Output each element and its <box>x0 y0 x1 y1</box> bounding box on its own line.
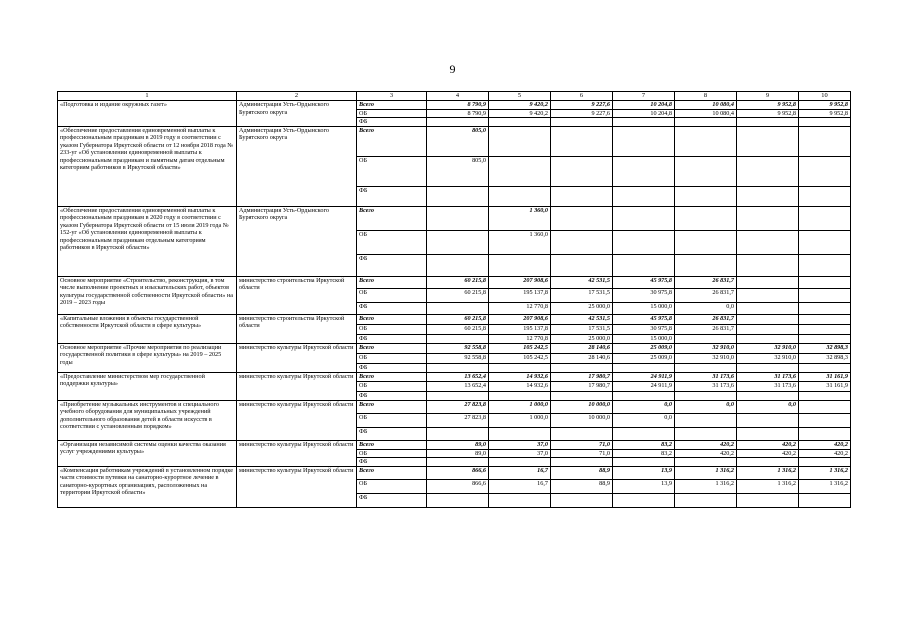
amount-cell: 30 975,8 <box>613 288 675 302</box>
amount-cell <box>551 458 613 467</box>
amount-cell <box>427 458 489 467</box>
amount-cell <box>737 156 799 186</box>
amount-cell <box>427 334 489 343</box>
amount-cell: 10 204,8 <box>613 101 675 110</box>
amount-cell: 31 173,6 <box>737 372 799 381</box>
table-row <box>58 276 851 288</box>
amount-cell <box>675 363 737 372</box>
funding-source-cell: ОБ <box>357 381 427 391</box>
amount-cell: 1 316,2 <box>799 479 851 493</box>
amount-cell: 16,7 <box>489 466 551 479</box>
amount-cell: 9 420,2 <box>489 109 551 118</box>
amount-cell <box>799 254 851 276</box>
amount-cell <box>737 493 799 507</box>
budget-table <box>57 91 851 508</box>
amount-cell: 866,6 <box>427 466 489 479</box>
amount-cell: 1 360,0 <box>489 206 551 230</box>
amount-cell <box>737 230 799 254</box>
executor-cell: Администрация Усть-Ордынского Бурятского округа <box>237 101 357 127</box>
amount-cell: 31 173,6 <box>675 372 737 381</box>
amount-cell <box>675 458 737 467</box>
amount-cell <box>613 458 675 467</box>
amount-cell: 15 000,0 <box>613 302 675 314</box>
amount-cell <box>489 186 551 206</box>
amount-cell: 60 215,8 <box>427 324 489 334</box>
amount-cell: 25 009,0 <box>613 343 675 353</box>
amount-cell <box>489 458 551 467</box>
amount-cell: 88,9 <box>551 466 613 479</box>
table-header-row <box>58 92 851 101</box>
amount-cell <box>737 302 799 314</box>
amount-cell: 1 316,2 <box>737 479 799 493</box>
amount-cell: 26 831,7 <box>675 288 737 302</box>
amount-cell: 10 204,8 <box>613 109 675 118</box>
funding-source-cell: ФБ <box>357 302 427 314</box>
amount-cell: 10 000,0 <box>551 400 613 413</box>
amount-cell <box>675 334 737 343</box>
amount-cell: 805,0 <box>427 126 489 156</box>
amount-cell <box>489 254 551 276</box>
amount-cell: 9 952,8 <box>737 101 799 110</box>
table-row <box>58 343 851 353</box>
amount-cell: 24 911,9 <box>613 381 675 391</box>
amount-cell <box>675 254 737 276</box>
amount-cell: 71,0 <box>551 440 613 449</box>
column-header: 5 <box>489 92 551 101</box>
funding-source-cell: ФБ <box>357 186 427 206</box>
column-header: 10 <box>799 92 851 101</box>
executor-cell: министерство культуры Иркутской области <box>237 440 357 466</box>
amount-cell <box>427 391 489 400</box>
amount-cell: 32 898,3 <box>799 343 851 353</box>
amount-cell: 9 227,6 <box>551 101 613 110</box>
amount-cell: 207 908,6 <box>489 276 551 288</box>
executor-cell: министерство строительства Иркутской области <box>237 314 357 343</box>
executor-cell: Администрация Усть-Ордынского Бурятского округа <box>237 126 357 206</box>
amount-cell: 71,0 <box>551 449 613 458</box>
amount-cell <box>799 276 851 288</box>
amount-cell: 9 952,8 <box>799 109 851 118</box>
amount-cell <box>737 206 799 230</box>
funding-source-cell: Всего <box>357 372 427 381</box>
amount-cell: 207 908,6 <box>489 314 551 324</box>
amount-cell: 8 790,9 <box>427 101 489 110</box>
executor-cell: министерство культуры Иркутской области <box>237 466 357 507</box>
amount-cell <box>613 118 675 127</box>
executor-cell: министерство культуры Иркутской области <box>237 400 357 440</box>
amount-cell: 32 910,0 <box>675 353 737 363</box>
amount-cell <box>427 118 489 127</box>
amount-cell <box>427 427 489 440</box>
amount-cell <box>737 458 799 467</box>
amount-cell: 105 242,5 <box>489 353 551 363</box>
amount-cell <box>427 254 489 276</box>
amount-cell: 89,0 <box>427 449 489 458</box>
amount-cell <box>675 118 737 127</box>
measure-name-cell: «Подготовка и издание окружных газет» <box>58 101 237 127</box>
table-row <box>58 466 851 479</box>
amount-cell <box>737 324 799 334</box>
amount-cell: 25 009,0 <box>613 353 675 363</box>
amount-cell <box>799 324 851 334</box>
amount-cell <box>737 334 799 343</box>
amount-cell <box>489 391 551 400</box>
amount-cell: 32 910,0 <box>675 343 737 353</box>
amount-cell <box>799 206 851 230</box>
amount-cell <box>675 206 737 230</box>
amount-cell: 83,2 <box>613 449 675 458</box>
amount-cell: 420,2 <box>799 440 851 449</box>
amount-cell <box>799 391 851 400</box>
amount-cell: 14 932,6 <box>489 372 551 381</box>
amount-cell: 8 790,9 <box>427 109 489 118</box>
amount-cell <box>427 206 489 230</box>
amount-cell: 89,0 <box>427 440 489 449</box>
executor-cell: Администрация Усть-Ордынского Бурятского округа <box>237 206 357 276</box>
amount-cell: 1 316,2 <box>675 479 737 493</box>
amount-cell <box>427 363 489 372</box>
amount-cell: 1 316,2 <box>675 466 737 479</box>
amount-cell: 12 770,8 <box>489 302 551 314</box>
amount-cell <box>675 391 737 400</box>
amount-cell: 195 137,8 <box>489 288 551 302</box>
amount-cell: 25 000,0 <box>551 334 613 343</box>
column-header: 1 <box>58 92 237 101</box>
amount-cell: 420,2 <box>675 440 737 449</box>
amount-cell <box>799 363 851 372</box>
amount-cell <box>551 230 613 254</box>
amount-cell: 15 000,0 <box>613 334 675 343</box>
measure-name-cell: Основное мероприятие «Прочие мероприятия по реализации государственной политики в сфере культуры» на 2019 – 2025 годы <box>58 343 237 372</box>
funding-source-cell: ФБ <box>357 118 427 127</box>
measure-name-cell: «Обеспечение предоставления единовременной выплаты к профессиональным праздникам в 2020 году в соответствии с указом Губернатора Иркутской области от 15 июля 2019 года № 152-уг «Об установлении единовременной выплаты к профессиональным праздникам отдельным категориям работников в Иркутской области» <box>58 206 237 276</box>
amount-cell <box>737 363 799 372</box>
amount-cell <box>613 254 675 276</box>
amount-cell <box>799 427 851 440</box>
amount-cell: 0,0 <box>675 400 737 413</box>
amount-cell: 31 173,6 <box>737 381 799 391</box>
amount-cell <box>799 288 851 302</box>
amount-cell <box>489 118 551 127</box>
funding-source-cell: ФБ <box>357 458 427 467</box>
amount-cell <box>737 186 799 206</box>
funding-source-cell: Всего <box>357 276 427 288</box>
column-header: 9 <box>737 92 799 101</box>
amount-cell: 420,2 <box>737 449 799 458</box>
amount-cell: 60 215,8 <box>427 314 489 324</box>
amount-cell <box>675 156 737 186</box>
amount-cell <box>799 230 851 254</box>
amount-cell: 866,6 <box>427 479 489 493</box>
amount-cell <box>799 334 851 343</box>
amount-cell <box>551 186 613 206</box>
amount-cell <box>737 276 799 288</box>
column-header: 3 <box>357 92 427 101</box>
amount-cell: 60 215,8 <box>427 276 489 288</box>
table-row <box>58 440 851 449</box>
funding-source-cell: ОБ <box>357 230 427 254</box>
amount-cell: 31 161,9 <box>799 372 851 381</box>
amount-cell <box>551 118 613 127</box>
amount-cell: 420,2 <box>675 449 737 458</box>
amount-cell: 1 316,2 <box>737 466 799 479</box>
amount-cell <box>799 186 851 206</box>
column-header: 6 <box>551 92 613 101</box>
funding-source-cell: ОБ <box>357 449 427 458</box>
amount-cell: 0,0 <box>675 302 737 314</box>
amount-cell <box>551 391 613 400</box>
amount-cell: 17 531,5 <box>551 288 613 302</box>
amount-cell: 14 932,6 <box>489 381 551 391</box>
column-header: 7 <box>613 92 675 101</box>
funding-source-cell: Всего <box>357 343 427 353</box>
funding-source-cell: ФБ <box>357 391 427 400</box>
column-header: 4 <box>427 92 489 101</box>
measure-name-cell: «Компенсация работникам учреждений в установленном порядке части стоимости путевки на санаторно-курортное лечение в санаторно-курортных организациях, расположенных на территории Иркутской области» <box>58 466 237 507</box>
funding-source-cell: Всего <box>357 440 427 449</box>
amount-cell <box>737 391 799 400</box>
funding-source-cell: Всего <box>357 466 427 479</box>
amount-cell: 17 980,7 <box>551 381 613 391</box>
measure-name-cell: «Обеспечение предоставления единовременной выплаты к профессиональным праздникам в 2019 году в соответствии с указом Губернатора Иркутской области от 12 ноября 2018 года № 233-уг «Об установлении единовременной выплаты к профессиональным праздникам и памятным датам отдельным категориям работников в Иркутской области» <box>58 126 237 206</box>
amount-cell <box>613 156 675 186</box>
measure-name-cell: «Приобретение музыкальных инструментов и специального учебного оборудования для муниципальных учреждений дополнительного образования детей в области искусств в соответствии с установленным порядком» <box>58 400 237 440</box>
funding-source-cell: Всего <box>357 101 427 110</box>
amount-cell: 45 975,8 <box>613 314 675 324</box>
amount-cell <box>613 230 675 254</box>
amount-cell <box>489 493 551 507</box>
amount-cell: 26 831,7 <box>675 324 737 334</box>
amount-cell: 45 975,8 <box>613 276 675 288</box>
amount-cell <box>675 186 737 206</box>
funding-source-cell: Всего <box>357 400 427 413</box>
amount-cell: 37,0 <box>489 449 551 458</box>
amount-cell <box>551 493 613 507</box>
amount-cell: 10 080,4 <box>675 109 737 118</box>
amount-cell: 105 242,5 <box>489 343 551 353</box>
measure-name-cell: «Капитальные вложения в объекты государственной собственности Иркутской области в сфере культуры» <box>58 314 237 343</box>
measure-name-cell: Основное мероприятие «Строительство, реконструкция, в том числе выполнение проектных и изыскательских работ, объектов культуры государственной собственности Иркутской области» на 2019 – 2023 годы <box>58 276 237 314</box>
amount-cell <box>613 363 675 372</box>
amount-cell <box>613 126 675 156</box>
amount-cell: 83,2 <box>613 440 675 449</box>
amount-cell <box>799 302 851 314</box>
amount-cell: 88,9 <box>551 479 613 493</box>
amount-cell: 12 770,8 <box>489 334 551 343</box>
amount-cell <box>675 126 737 156</box>
amount-cell <box>737 314 799 324</box>
amount-cell: 1 316,2 <box>799 466 851 479</box>
amount-cell: 28 140,6 <box>551 353 613 363</box>
amount-cell <box>799 413 851 427</box>
amount-cell: 25 000,0 <box>551 302 613 314</box>
amount-cell <box>551 126 613 156</box>
amount-cell: 420,2 <box>799 449 851 458</box>
amount-cell <box>489 156 551 186</box>
amount-cell: 32 910,0 <box>737 343 799 353</box>
amount-cell: 13,9 <box>613 466 675 479</box>
amount-cell: 10 080,4 <box>675 101 737 110</box>
amount-cell: 13,9 <box>613 479 675 493</box>
amount-cell: 31 173,6 <box>675 381 737 391</box>
amount-cell <box>551 206 613 230</box>
amount-cell: 195 137,8 <box>489 324 551 334</box>
amount-cell: 31 161,9 <box>799 381 851 391</box>
amount-cell <box>489 427 551 440</box>
amount-cell: 10 000,0 <box>551 413 613 427</box>
amount-cell: 32 910,0 <box>737 353 799 363</box>
amount-cell <box>551 254 613 276</box>
amount-cell: 30 975,8 <box>613 324 675 334</box>
amount-cell: 805,0 <box>427 156 489 186</box>
amount-cell: 0,0 <box>613 400 675 413</box>
amount-cell: 0,0 <box>613 413 675 427</box>
amount-cell <box>489 126 551 156</box>
amount-cell: 28 140,6 <box>551 343 613 353</box>
amount-cell <box>737 254 799 276</box>
amount-cell: 13 652,4 <box>427 372 489 381</box>
amount-cell <box>737 118 799 127</box>
amount-cell: 1 000,0 <box>489 413 551 427</box>
funding-source-cell: ФБ <box>357 334 427 343</box>
amount-cell: 16,7 <box>489 479 551 493</box>
executor-cell: министерство культуры Иркутской области <box>237 372 357 400</box>
amount-cell: 0,0 <box>737 400 799 413</box>
amount-cell <box>613 427 675 440</box>
funding-source-cell: ОБ <box>357 324 427 334</box>
amount-cell <box>427 230 489 254</box>
funding-source-cell: ОБ <box>357 288 427 302</box>
amount-cell <box>551 363 613 372</box>
amount-cell <box>737 288 799 302</box>
amount-cell: 420,2 <box>737 440 799 449</box>
amount-cell: 17 531,5 <box>551 324 613 334</box>
funding-source-cell: Всего <box>357 314 427 324</box>
executor-cell: министерство культуры Иркутской области <box>237 343 357 372</box>
table-row <box>58 314 851 324</box>
amount-cell: 26 831,7 <box>675 276 737 288</box>
amount-cell <box>799 493 851 507</box>
amount-cell <box>427 302 489 314</box>
amount-cell: 9 420,2 <box>489 101 551 110</box>
amount-cell <box>613 186 675 206</box>
funding-source-cell: ОБ <box>357 353 427 363</box>
funding-source-cell: ОБ <box>357 413 427 427</box>
funding-source-cell: ОБ <box>357 479 427 493</box>
amount-cell: 24 911,9 <box>613 372 675 381</box>
measure-name-cell: «Предоставление министерством мер государственной поддержки культуры» <box>58 372 237 400</box>
funding-source-cell: Всего <box>357 206 427 230</box>
amount-cell: 17 980,7 <box>551 372 613 381</box>
amount-cell <box>489 363 551 372</box>
amount-cell <box>737 413 799 427</box>
amount-cell <box>799 118 851 127</box>
amount-cell: 42 531,5 <box>551 276 613 288</box>
amount-cell: 92 558,8 <box>427 343 489 353</box>
amount-cell <box>799 400 851 413</box>
funding-source-cell: ФБ <box>357 427 427 440</box>
amount-cell <box>613 391 675 400</box>
measure-name-cell: «Организация независимой системы оценки качества оказания услуг учреждениями культуры» <box>58 440 237 466</box>
amount-cell: 92 558,8 <box>427 353 489 363</box>
amount-cell <box>675 427 737 440</box>
page-number: 9 <box>449 62 456 76</box>
amount-cell: 27 823,8 <box>427 413 489 427</box>
table-row <box>58 126 851 156</box>
table-row <box>58 372 851 381</box>
amount-cell: 13 652,4 <box>427 381 489 391</box>
funding-source-cell: ОБ <box>357 156 427 186</box>
amount-cell: 1 360,0 <box>489 230 551 254</box>
amount-cell: 9 952,8 <box>737 109 799 118</box>
amount-cell <box>613 206 675 230</box>
amount-cell <box>675 493 737 507</box>
amount-cell <box>427 186 489 206</box>
amount-cell <box>675 413 737 427</box>
funding-source-cell: ОБ <box>357 109 427 118</box>
executor-cell: министерство строительства Иркутской области <box>237 276 357 314</box>
amount-cell <box>737 427 799 440</box>
amount-cell <box>799 314 851 324</box>
amount-cell: 26 831,7 <box>675 314 737 324</box>
amount-cell: 9 227,6 <box>551 109 613 118</box>
amount-cell <box>427 493 489 507</box>
amount-cell <box>799 458 851 467</box>
column-header: 8 <box>675 92 737 101</box>
funding-source-cell: ФБ <box>357 493 427 507</box>
amount-cell <box>799 126 851 156</box>
amount-cell <box>675 230 737 254</box>
table-row <box>58 101 851 110</box>
amount-cell: 27 823,8 <box>427 400 489 413</box>
funding-source-cell: ФБ <box>357 254 427 276</box>
amount-cell: 1 000,0 <box>489 400 551 413</box>
amount-cell <box>737 126 799 156</box>
amount-cell: 37,0 <box>489 440 551 449</box>
table-row <box>58 206 851 230</box>
amount-cell: 42 531,5 <box>551 314 613 324</box>
amount-cell <box>551 156 613 186</box>
amount-cell: 32 898,3 <box>799 353 851 363</box>
amount-cell: 60 215,8 <box>427 288 489 302</box>
amount-cell: 9 952,8 <box>799 101 851 110</box>
funding-source-cell: Всего <box>357 126 427 156</box>
amount-cell <box>613 493 675 507</box>
column-header: 2 <box>237 92 357 101</box>
amount-cell <box>551 427 613 440</box>
funding-source-cell: ФБ <box>357 363 427 372</box>
amount-cell <box>799 156 851 186</box>
table-row <box>58 400 851 413</box>
